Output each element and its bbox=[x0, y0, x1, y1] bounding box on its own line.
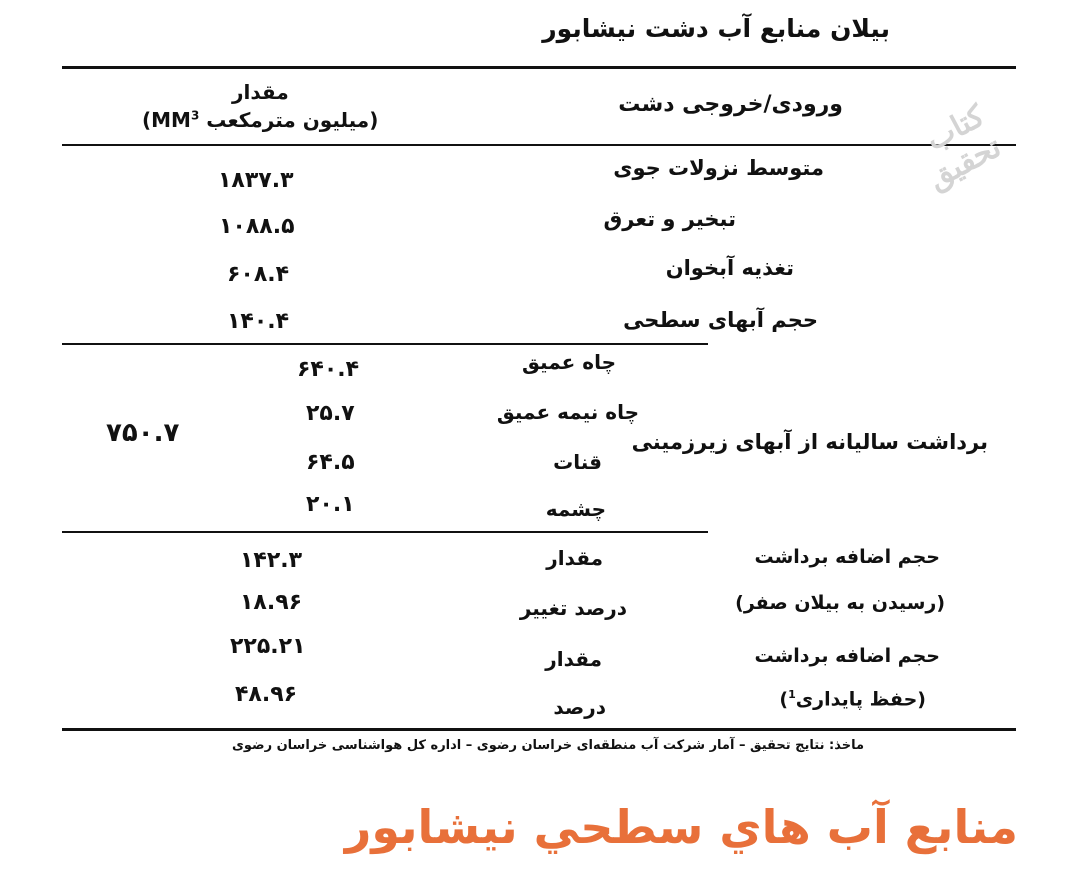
row-label: حجم آبهای سطحی bbox=[623, 308, 818, 332]
withdrawal-item-label: قنات bbox=[553, 450, 602, 474]
withdrawal-item-value: ۲۵.۷ bbox=[306, 401, 355, 426]
withdrawal-label: برداشت سالیانه از آبهای زیرزمینی bbox=[631, 430, 988, 454]
excess-zero-item-value: ۱۴۲.۳ bbox=[240, 548, 303, 573]
header-amount-line1: مقدار bbox=[232, 80, 289, 104]
watermark-stamp bbox=[852, 85, 1014, 234]
row-label: متوسط نزولات جوی bbox=[613, 156, 824, 180]
row-value: ۶۰۸.۴ bbox=[227, 262, 290, 287]
page-caption: منابع آب هاي سطحي نيشابور bbox=[344, 800, 1018, 854]
excess-zero-item-label: درصد تغییر bbox=[519, 596, 627, 620]
excess-sustain-label-line1: حجم اضافه برداشت bbox=[754, 645, 940, 667]
excess-sustain-label-line2 bbox=[779, 688, 926, 710]
excess-zero-label-line2: (رسیدن به بیلان صفر) bbox=[735, 592, 945, 614]
withdrawal-item-value: ۲۰.۱ bbox=[306, 492, 355, 517]
rule-top bbox=[62, 66, 1016, 69]
footnote-marker: 1 bbox=[788, 688, 796, 701]
row-label: تغذیه آبخوان bbox=[665, 256, 794, 280]
excess-zero-item-label: مقدار bbox=[546, 546, 603, 570]
excess-sustain-item-label: مقدار bbox=[545, 647, 602, 671]
excess-sustain-item-value: ۴۸.۹۶ bbox=[235, 682, 298, 707]
excess-zero-item-value: ۱۸.۹۶ bbox=[240, 590, 303, 615]
row-label: تبخیر و تعرق bbox=[603, 207, 736, 231]
withdrawal-total: ۷۵۰.۷ bbox=[106, 418, 180, 448]
watermark-text: کتاب تحقیق bbox=[920, 98, 1007, 197]
row-value: ۱۸۳۷.۳ bbox=[218, 168, 294, 193]
excess-sustain-item-label: درصد bbox=[553, 695, 606, 719]
withdrawal-item-label: چاه عمیق bbox=[522, 350, 616, 374]
row-value: ۱۴۰.۴ bbox=[227, 309, 290, 334]
rule-withdrawal-bottom bbox=[62, 531, 708, 533]
rule-withdrawal-top bbox=[62, 343, 708, 345]
header-flow: ورودی/خروجی دشت bbox=[618, 92, 843, 117]
row-value: ۱۰۸۸.۵ bbox=[219, 214, 295, 239]
table-title: بیلان منابع آب دشت نیشابور bbox=[542, 14, 890, 43]
excess-zero-label-line1: حجم اضافه برداشت bbox=[754, 546, 940, 568]
excess-sustain-label-line2-text: (حفظ پایداری bbox=[795, 688, 926, 711]
excess-sustain-item-value: ۲۲۵.۲۱ bbox=[230, 634, 306, 659]
header-amount-line2: ($MM^3$ میلیون مترمکعب) bbox=[142, 108, 379, 132]
withdrawal-item-label: چاه نیمه عمیق bbox=[496, 400, 639, 424]
withdrawal-item-value: ۶۴.۵ bbox=[306, 450, 355, 475]
withdrawal-item-value: ۶۴۰.۴ bbox=[297, 357, 360, 382]
withdrawal-item-label: چشمه bbox=[545, 497, 606, 521]
rule-bottom bbox=[62, 728, 1016, 731]
source-note: ماخذ: نتایج تحقیق – آمار شرکت آب منطقه‌ای خراسان رضوی – اداره کل هواشناسی خراسان رضوی bbox=[231, 738, 864, 753]
excess-sustain-label-close: ) bbox=[779, 688, 789, 711]
